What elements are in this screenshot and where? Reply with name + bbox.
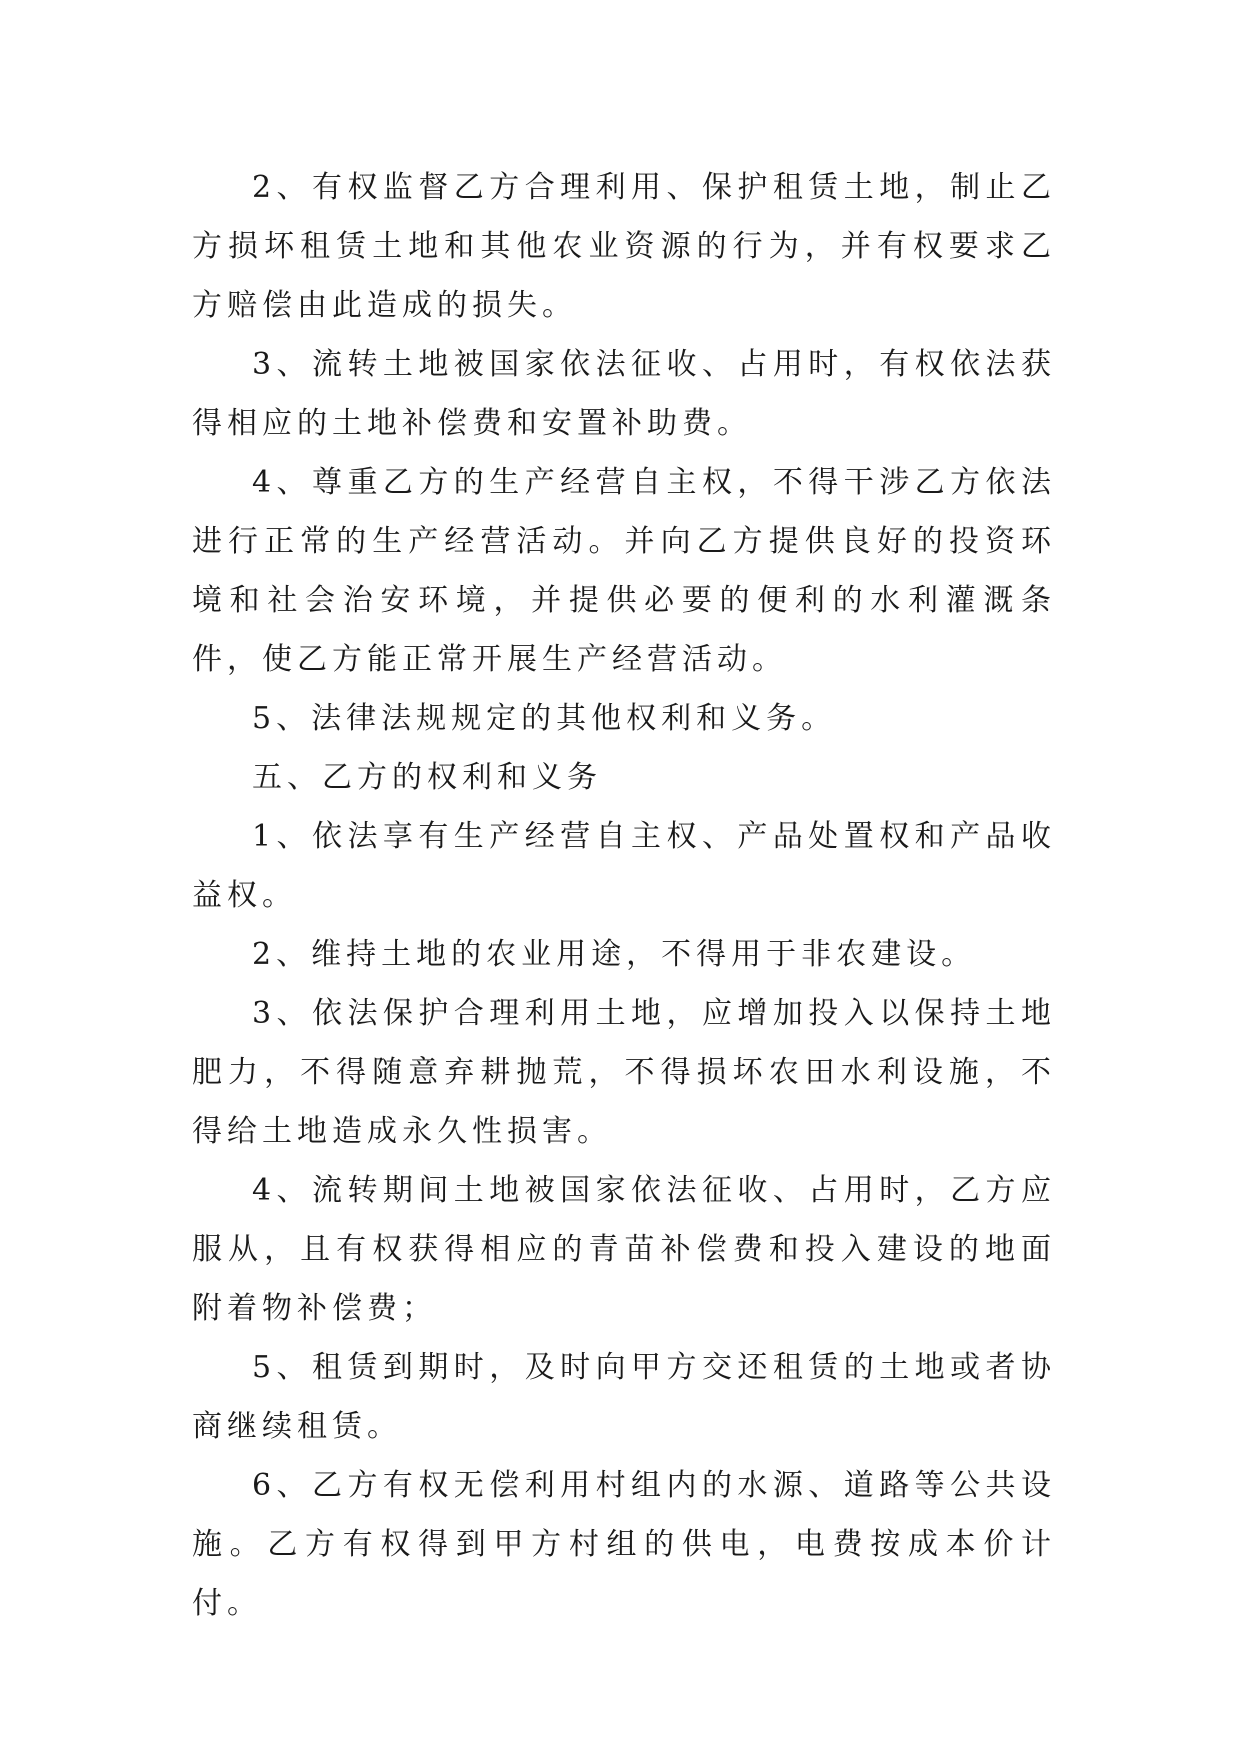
paragraph-lessee-right-5: 5、租赁到期时，及时向甲方交还租赁的土地或者协商继续租赁。	[192, 1350, 1056, 1444]
section-heading-lessee-rights: 五、乙方的权利和义务	[252, 760, 602, 795]
paragraph-lessee-right-2: 2、维持土地的农业用途，不得用于非农建设。	[252, 937, 977, 972]
paragraph-lessor-right-2: 2、有权监督乙方合理利用、保护租赁土地，制止乙方损坏租赁土地和其他农业资源的行为，并有权要求乙方赔偿由此造成的损失。	[192, 170, 1056, 323]
paragraph-lessor-right-4: 4、尊重乙方的生产经营自主权，不得干涉乙方依法进行正常的生产经营活动。并向乙方提供良好的投资环境和社会治安环境，并提供必要的便利的水利灌溉条件，使乙方能正常开展生产经营活动。	[192, 465, 1056, 677]
paragraph-lessee-right-6: 6、乙方有权无偿利用村组内的水源、道路等公共设施。乙方有权得到甲方村组的供电，电费按成本价计付。	[192, 1468, 1056, 1621]
paragraph-lessor-right-3: 3、流转土地被国家依法征收、占用时，有权依法获得相应的土地补偿费和安置补助费。	[192, 347, 1056, 441]
document-page	[192, 158, 1056, 1633]
paragraph-lessee-right-1: 1、依法享有生产经营自主权、产品处置权和产品收益权。	[192, 819, 1056, 913]
paragraph-lessor-right-5: 5、法律法规规定的其他权利和义务。	[252, 701, 837, 736]
paragraph-lessee-right-3: 3、依法保护合理利用土地，应增加投入以保持土地肥力，不得随意弃耕抛荒，不得损坏农田水利设施，不得给土地造成永久性损害。	[192, 996, 1056, 1149]
paragraph-lessee-right-4: 4、流转期间土地被国家依法征收、占用时，乙方应服从，且有权获得相应的青苗补偿费和投入建设的地面附着物补偿费；	[192, 1173, 1056, 1326]
